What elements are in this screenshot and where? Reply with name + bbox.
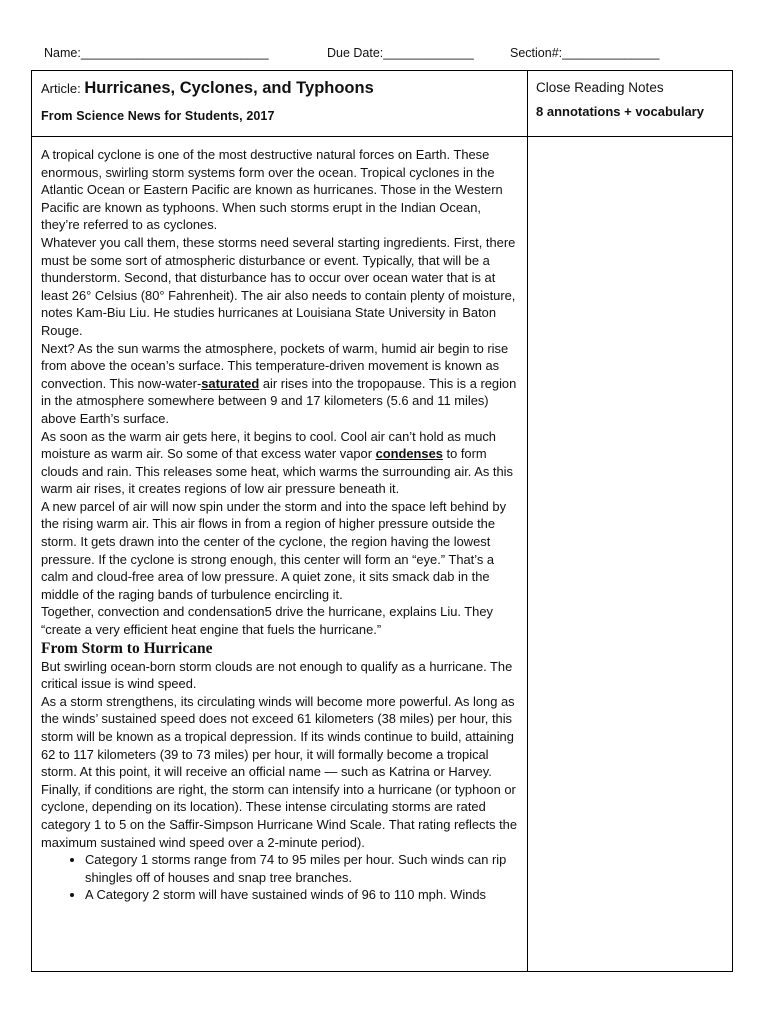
column-divider	[527, 71, 528, 971]
paragraph: As a storm strengthens, its circulating winds will become more powerful. As long as the winds’ sustained speed does not exceed 61 kilometers (38 miles) per hour, this storm will be known as a tropical depression. If its winds continue to build, attaining 62 to 117 kilometers (39 to 73 miles) per hour, it will formally become a tropical storm. At this point, it will receive an official name — such as Katrina or Harvey.	[41, 693, 515, 780]
paragraph-text: air rises into the tropopause. This is a region in the atmosphere somewhere between 9 and 17 kilometers (5.6 and 11 miles) above Earth’s surface.	[41, 375, 517, 426]
paragraph: But swirling ocean-born storm clouds are not enough to qualify as a hurricane. The critical issue is wind speed.	[41, 658, 513, 692]
paragraph	[41, 340, 523, 428]
section-subheading: From Storm to Hurricane	[41, 639, 213, 657]
row-divider	[32, 136, 732, 137]
paragraph	[41, 428, 523, 498]
category-list	[41, 851, 523, 904]
article-title: Hurricanes, Cyclones, and Typhoons	[84, 79, 374, 97]
paragraph-text: As soon as the warm air gets here, it begins to cool. Cool air can’t hold as much moisture as warm air. So some of that excess water vapor	[41, 428, 496, 462]
reading-notes-table	[31, 70, 733, 972]
due-date-field-label: Due Date:_____________	[327, 46, 474, 60]
paragraph: A tropical cyclone is one of the most destructive natural forces on Earth. These enormous, swirling storm systems form over the ocean. Tropical cyclones in the Atlantic Ocean or Eastern Pacific are known as hurricanes. Those in the Western Pacific are known as typhoons. When such storms erupt in the Indian Ocean, they’re referred to as cyclones.	[41, 147, 503, 233]
paragraph-text: Next? As the sun warms the atmosphere, pockets of warm, humid air begin to rise from above the ocean’s surface. This temperature-driven movement is known as convection. This now-water-	[41, 340, 509, 391]
paragraph: A new parcel of air will now spin under the storm and into the space left behind by the rising warm air. This air flows in from a region of higher pressure outside the storm. It gets drawn into the center of the cyclone, the region having the lowest pressure. If the cyclone is strong enough, this center will form an “eye.” That’s a calm and cloud-free area of low pressure. A quiet zone, it sits smack dab in the middle of the raging bands of turbulence encircling it.	[41, 498, 507, 602]
article-body	[41, 146, 523, 968]
paragraph	[41, 234, 523, 340]
list-item: • Category 1 storms range from 74 to 95 miles per hour. Such winds can rip shingles off of houses and snap tree branches.	[85, 851, 523, 886]
vocab-word-condenses: condenses	[375, 446, 443, 462]
paragraph-text: Whatever you call them, these storms need several starting ingredients. First, there must be some sort of atmospheric disturbance or event. Typically, that will be a thunderstorm. Second, that disturbance has to occur over ocean water that is at least 26° Celsius (80° Fahrenheit). The air also needs to contain plenty of moisture, notes Kam-Biu Liu. He studies hurricanes at Louisiana State University in Baton Rouge.	[41, 234, 516, 338]
list-item: • A Category 2 storm will have sustained winds of 96 to 110 mph. Winds	[85, 886, 523, 904]
paragraph: Together, convection and condensation5 drive the hurricane, explains Liu. They “create a very efficient heat engine that fuels the hurricane.”	[41, 604, 493, 638]
notes-column-subtitle: 8 annotations + vocabulary	[536, 104, 704, 119]
worksheet-header	[0, 46, 770, 62]
paragraph-text: to form clouds and rain. This releases some heat, which warms the surrounding air. As this warm air rises, it creates regions of low air pressure beneath it.	[41, 446, 513, 497]
name-field-label: Name:___________________________	[44, 46, 269, 60]
paragraph: Finally, if conditions are right, the storm can intensify into a hurricane (or typhoon or cyclone, depending on its location). These intense circulating storms are rated category 1 to 5 on the Saffir-Simpson Hurricane Wind Scale. That rating reflects the maximum sustained wind speed over a 2-minute period).	[41, 781, 517, 850]
article-source: From Science News for Students, 2017	[41, 109, 275, 123]
article-label: Article:	[41, 81, 85, 96]
notes-column-title: Close Reading Notes	[536, 80, 664, 95]
article-heading	[41, 79, 374, 98]
section-field-label: Section#:______________	[510, 46, 660, 60]
vocab-word-saturated: saturated	[201, 375, 260, 391]
